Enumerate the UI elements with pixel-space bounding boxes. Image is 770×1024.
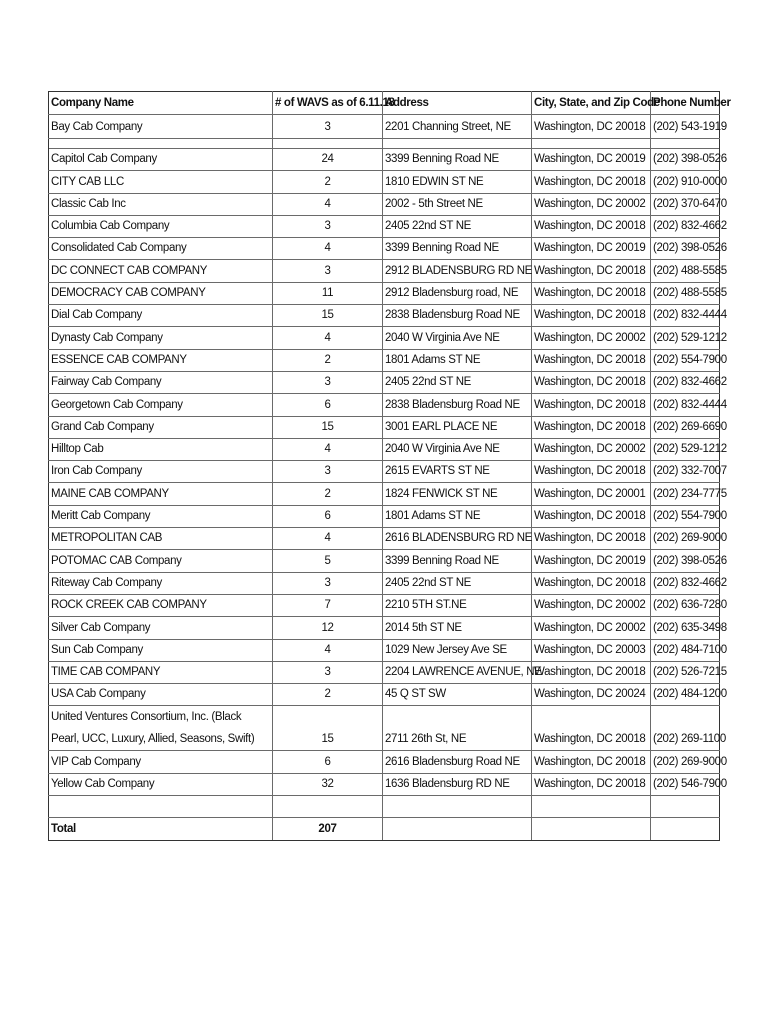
header-city-state-zip: City, State, and Zip Code <box>532 92 651 115</box>
table-row <box>49 238 720 260</box>
company-cell: Silver Cab Company <box>49 617 273 639</box>
city-cell: Washington, DC 20002 <box>532 617 651 639</box>
city-cell: Washington, DC 20018 <box>532 371 651 393</box>
city-cell: Washington, DC 20002 <box>532 193 651 215</box>
city-cell: Washington, DC 20018 <box>532 349 651 371</box>
address-cell: 2912 BLADENSBURG RD NE <box>383 260 532 282</box>
city-cell: Washington, DC 20018 <box>532 260 651 282</box>
phone-cell: (202) 332-7007 <box>651 461 720 483</box>
table-row <box>49 305 720 327</box>
wavs-cell: 2 <box>273 171 383 193</box>
phone-cell: (202) 234-7775 <box>651 483 720 505</box>
phone-cell: (202) 398-0526 <box>651 550 720 572</box>
city-cell: Washington, DC 20018 <box>532 461 651 483</box>
table-row <box>49 528 720 550</box>
empty-cell <box>651 796 720 818</box>
table-row <box>49 193 720 215</box>
city-cell: Washington, DC 20019 <box>532 550 651 572</box>
address-cell: 3399 Benning Road NE <box>383 238 532 260</box>
phone-cell: (202) 832-4662 <box>651 215 720 237</box>
company-cell: Dynasty Cab Company <box>49 327 273 349</box>
table-row <box>49 461 720 483</box>
city-cell: Washington, DC 20018 <box>532 572 651 594</box>
header-company-name: Company Name <box>49 92 273 115</box>
table-row <box>49 438 720 460</box>
address-cell: 2711 26th St, NE <box>383 706 532 751</box>
table-row <box>49 572 720 594</box>
wavs-cell: 3 <box>273 572 383 594</box>
wavs-cell: 6 <box>273 394 383 416</box>
wavs-cell: 4 <box>273 327 383 349</box>
phone-cell: (202) 910-0000 <box>651 171 720 193</box>
empty-cell <box>532 796 651 818</box>
wavs-cell: 2 <box>273 483 383 505</box>
address-cell: 2615 EVARTS ST NE <box>383 461 532 483</box>
table-row <box>49 751 720 773</box>
wavs-cell: 7 <box>273 594 383 616</box>
address-cell: 45 Q ST SW <box>383 684 532 706</box>
table-row <box>49 550 720 572</box>
wavs-cell: 4 <box>273 193 383 215</box>
table-row <box>49 773 720 795</box>
company-cell: Columbia Cab Company <box>49 215 273 237</box>
city-cell: Washington, DC 20003 <box>532 639 651 661</box>
city-cell: Washington, DC 20018 <box>532 751 651 773</box>
phone-cell: (202) 554-7900 <box>651 349 720 371</box>
table-row <box>49 706 720 751</box>
city-cell: Washington, DC 20018 <box>532 215 651 237</box>
company-cell: Iron Cab Company <box>49 461 273 483</box>
phone-cell: (202) 543-1919 <box>651 115 720 139</box>
wavs-cell: 3 <box>273 371 383 393</box>
wavs-cell: 32 <box>273 773 383 795</box>
wavs-cell: 4 <box>273 639 383 661</box>
table-row <box>49 416 720 438</box>
wavs-cell: 12 <box>273 617 383 639</box>
company-cell: CITY CAB LLC <box>49 171 273 193</box>
address-cell: 3399 Benning Road NE <box>383 550 532 572</box>
wavs-cell: 2 <box>273 349 383 371</box>
table-row <box>49 115 720 139</box>
address-cell: 2616 BLADENSBURG RD NE <box>383 528 532 550</box>
phone-cell: (202) 370-6470 <box>651 193 720 215</box>
address-cell: 3001 EARL PLACE NE <box>383 416 532 438</box>
spreadsheet-page <box>48 91 731 841</box>
table-row <box>49 639 720 661</box>
address-cell: 2040 W Virginia Ave NE <box>383 438 532 460</box>
city-cell: Washington, DC 20018 <box>532 528 651 550</box>
empty-cell <box>383 139 532 149</box>
wavs-cell: 24 <box>273 149 383 171</box>
city-cell: Washington, DC 20018 <box>532 661 651 683</box>
table-row <box>49 661 720 683</box>
company-cell: Grand Cab Company <box>49 416 273 438</box>
wavs-cell: 15 <box>273 416 383 438</box>
table-row <box>49 594 720 616</box>
wavs-cell: 3 <box>273 661 383 683</box>
empty-cell <box>383 818 532 841</box>
phone-cell: (202) 636-7280 <box>651 594 720 616</box>
company-cell: Classic Cab Inc <box>49 193 273 215</box>
address-cell: 2002 - 5th Street NE <box>383 193 532 215</box>
table-row <box>49 505 720 527</box>
address-cell: 2838 Bladensburg Road NE <box>383 394 532 416</box>
phone-cell: (202) 546-7900 <box>651 773 720 795</box>
company-cell: Consolidated Cab Company <box>49 238 273 260</box>
header-row <box>49 92 720 115</box>
table-row <box>49 684 720 706</box>
empty-cell <box>383 796 532 818</box>
company-cell: VIP Cab Company <box>49 751 273 773</box>
phone-cell: (202) 488-5585 <box>651 282 720 304</box>
cab-companies-table <box>48 91 731 841</box>
spacer-row <box>49 139 720 149</box>
city-cell: Washington, DC 20019 <box>532 238 651 260</box>
city-cell: Washington, DC 20019 <box>532 149 651 171</box>
empty-cell <box>651 818 720 841</box>
address-cell: 2201 Channing Street, NE <box>383 115 532 139</box>
company-cell: USA Cab Company <box>49 684 273 706</box>
city-cell: Washington, DC 20002 <box>532 327 651 349</box>
address-cell: 2912 Bladensburg road, NE <box>383 282 532 304</box>
table-row <box>49 260 720 282</box>
company-cell: Yellow Cab Company <box>49 773 273 795</box>
phone-cell: (202) 526-7215 <box>651 661 720 683</box>
phone-cell: (202) 484-7100 <box>651 639 720 661</box>
table-row <box>49 215 720 237</box>
company-cell: Capitol Cab Company <box>49 149 273 171</box>
company-cell: Bay Cab Company <box>49 115 273 139</box>
city-cell: Washington, DC 20018 <box>532 706 651 751</box>
phone-cell: (202) 635-3498 <box>651 617 720 639</box>
total-row <box>49 818 720 841</box>
wavs-cell: 15 <box>273 305 383 327</box>
table-row <box>49 149 720 171</box>
empty-cell <box>532 818 651 841</box>
empty-cell <box>273 796 383 818</box>
phone-cell: (202) 269-6690 <box>651 416 720 438</box>
wavs-cell: 2 <box>273 684 383 706</box>
address-cell: 3399 Benning Road NE <box>383 149 532 171</box>
phone-cell: (202) 832-4662 <box>651 572 720 594</box>
address-cell: 1029 New Jersey Ave SE <box>383 639 532 661</box>
address-cell: 2405 22nd ST NE <box>383 215 532 237</box>
table-row <box>49 349 720 371</box>
address-cell: 2616 Bladensburg Road NE <box>383 751 532 773</box>
city-cell: Washington, DC 20001 <box>532 483 651 505</box>
wavs-cell: 15 <box>273 706 383 751</box>
address-cell: 1801 Adams ST NE <box>383 505 532 527</box>
header-address: Address <box>383 92 532 115</box>
company-cell: Fairway Cab Company <box>49 371 273 393</box>
table-row <box>49 394 720 416</box>
wavs-cell: 3 <box>273 461 383 483</box>
phone-cell: (202) 269-9000 <box>651 751 720 773</box>
wavs-cell: 4 <box>273 438 383 460</box>
company-cell: Hilltop Cab <box>49 438 273 460</box>
header-wavs: # of WAVS as of 6.11.18 <box>273 92 383 115</box>
address-cell: 2210 5TH ST.NE <box>383 594 532 616</box>
phone-cell: (202) 554-7900 <box>651 505 720 527</box>
address-cell: 2838 Bladensburg Road NE <box>383 305 532 327</box>
empty-cell <box>651 139 720 149</box>
city-cell: Washington, DC 20018 <box>532 171 651 193</box>
phone-cell: (202) 832-4662 <box>651 371 720 393</box>
wavs-cell: 11 <box>273 282 383 304</box>
address-cell: 1636 Bladensburg RD NE <box>383 773 532 795</box>
phone-cell: (202) 398-0526 <box>651 149 720 171</box>
company-cell: Sun Cab Company <box>49 639 273 661</box>
address-cell: 1810 EDWIN ST NE <box>383 171 532 193</box>
city-cell: Washington, DC 20018 <box>532 394 651 416</box>
wavs-cell: 5 <box>273 550 383 572</box>
company-cell: United Ventures Consortium, Inc. (Black Pearl, UCC, Luxury, Allied, Seasons, Swift) <box>49 706 273 751</box>
empty-cell <box>49 796 273 818</box>
total-wavs: 207 <box>273 818 383 841</box>
wavs-cell: 6 <box>273 751 383 773</box>
phone-cell: (202) 269-9000 <box>651 528 720 550</box>
table-row <box>49 327 720 349</box>
table-row <box>49 171 720 193</box>
phone-cell: (202) 832-4444 <box>651 394 720 416</box>
table-row <box>49 371 720 393</box>
address-cell: 2405 22nd ST NE <box>383 371 532 393</box>
empty-cell <box>532 139 651 149</box>
company-cell: Georgetown Cab Company <box>49 394 273 416</box>
company-cell: TIME CAB COMPANY <box>49 661 273 683</box>
city-cell: Washington, DC 20002 <box>532 594 651 616</box>
city-cell: Washington, DC 20018 <box>532 416 651 438</box>
total-label: Total <box>49 818 273 841</box>
wavs-cell: 4 <box>273 528 383 550</box>
city-cell: Washington, DC 20018 <box>532 305 651 327</box>
address-cell: 2014 5th ST NE <box>383 617 532 639</box>
company-cell: DC CONNECT CAB COMPANY <box>49 260 273 282</box>
company-cell: POTOMAC CAB Company <box>49 550 273 572</box>
phone-cell: (202) 529-1212 <box>651 438 720 460</box>
company-cell: DEMOCRACY CAB COMPANY <box>49 282 273 304</box>
address-cell: 2040 W Virginia Ave NE <box>383 327 532 349</box>
address-cell: 2405 22nd ST NE <box>383 572 532 594</box>
company-cell: Dial Cab Company <box>49 305 273 327</box>
phone-cell: (202) 832-4444 <box>651 305 720 327</box>
city-cell: Washington, DC 20018 <box>532 505 651 527</box>
phone-cell: (202) 529-1212 <box>651 327 720 349</box>
company-cell: METROPOLITAN CAB <box>49 528 273 550</box>
phone-cell: (202) 269-1100 <box>651 706 720 751</box>
address-cell: 1801 Adams ST NE <box>383 349 532 371</box>
table-row <box>49 483 720 505</box>
company-cell: ESSENCE CAB COMPANY <box>49 349 273 371</box>
city-cell: Washington, DC 20018 <box>532 773 651 795</box>
company-cell: MAINE CAB COMPANY <box>49 483 273 505</box>
company-cell: Meritt Cab Company <box>49 505 273 527</box>
city-cell: Washington, DC 20018 <box>532 282 651 304</box>
city-cell: Washington, DC 20024 <box>532 684 651 706</box>
empty-cell <box>273 139 383 149</box>
table-row <box>49 282 720 304</box>
city-cell: Washington, DC 20018 <box>532 115 651 139</box>
wavs-cell: 3 <box>273 260 383 282</box>
wavs-cell: 3 <box>273 115 383 139</box>
wavs-cell: 6 <box>273 505 383 527</box>
phone-cell: (202) 484-1200 <box>651 684 720 706</box>
table-row <box>49 617 720 639</box>
header-phone-number: Phone Number <box>651 92 720 115</box>
company-cell: ROCK CREEK CAB COMPANY <box>49 594 273 616</box>
address-cell: 2204 LAWRENCE AVENUE, NE <box>383 661 532 683</box>
city-cell: Washington, DC 20002 <box>532 438 651 460</box>
blank-row <box>49 796 720 818</box>
address-cell: 1824 FENWICK ST NE <box>383 483 532 505</box>
phone-cell: (202) 398-0526 <box>651 238 720 260</box>
wavs-cell: 3 <box>273 215 383 237</box>
phone-cell: (202) 488-5585 <box>651 260 720 282</box>
wavs-cell: 4 <box>273 238 383 260</box>
empty-cell <box>49 139 273 149</box>
company-cell: Riteway Cab Company <box>49 572 273 594</box>
